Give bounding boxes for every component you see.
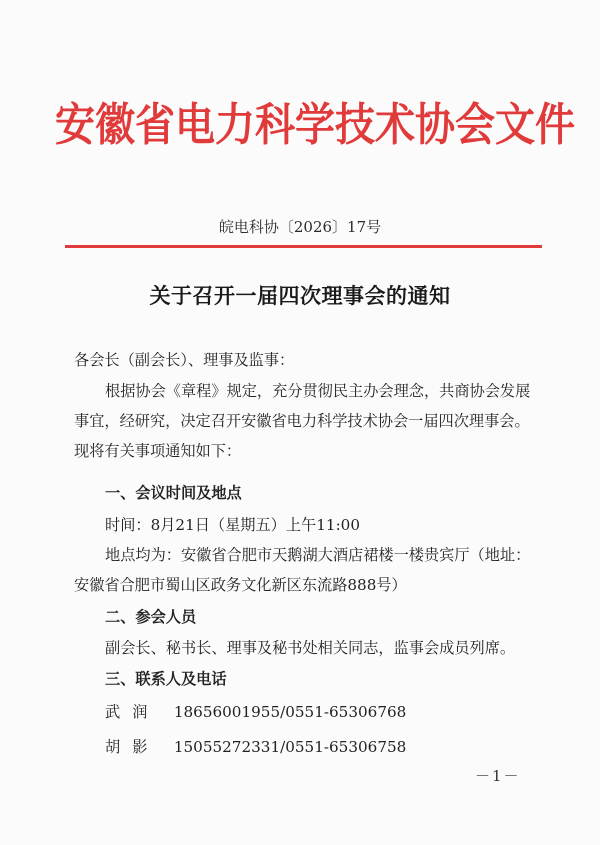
salutation: 各会长（副会长）、理事及监事： (74, 351, 295, 369)
red-divider (65, 245, 542, 248)
meeting-time (74, 510, 544, 540)
contact-name: 武润 (105, 703, 160, 721)
intro-paragraph (74, 376, 544, 466)
meeting-time-text: 时间：8月21日（星期五）上午11:00 (105, 516, 361, 534)
page-number: －1－ (475, 767, 521, 785)
contact-row (74, 732, 544, 762)
section-heading-contacts: 三、联系人及电话 (105, 670, 227, 688)
intro-text: 根据协会《章程》规定，充分贯彻民主办会理念，共商协会发展事宜，经研究，决定召开安徽省电力科学技术协会一届四次理事会。现将有关事项通知如下： (74, 382, 531, 460)
contact-phone: 18656001955/0551-65306768 (173, 703, 407, 721)
section-1 (74, 478, 544, 508)
section-heading-time-place: 一、会议时间及地点 (105, 484, 242, 502)
org-letterhead: 安徽省电力科学技术协会文件 (55, 98, 575, 152)
section-heading-attendees: 二、参会人员 (105, 608, 197, 626)
attendees (74, 633, 544, 663)
section-3 (74, 664, 544, 694)
meeting-place-text: 地点均为：安徽省合肥市天鹅湖大酒店裙楼一楼贵宾厅（地址：安徽省合肥市蜀山区政务文化新区东流路888号） (74, 546, 531, 594)
contact-phone: 15055272331/0551-65306758 (173, 738, 407, 756)
meeting-place (74, 540, 544, 600)
contact-name: 胡影 (105, 738, 160, 756)
contact-row (74, 697, 544, 727)
document-title: 关于召开一届四次理事会的通知 (149, 283, 451, 308)
section-2 (74, 602, 544, 632)
attendees-text: 副会长、秘书长、理事及秘书处相关同志，监事会成员列席。 (105, 639, 516, 657)
document-number: 皖电科协〔2026〕17号 (218, 218, 382, 236)
